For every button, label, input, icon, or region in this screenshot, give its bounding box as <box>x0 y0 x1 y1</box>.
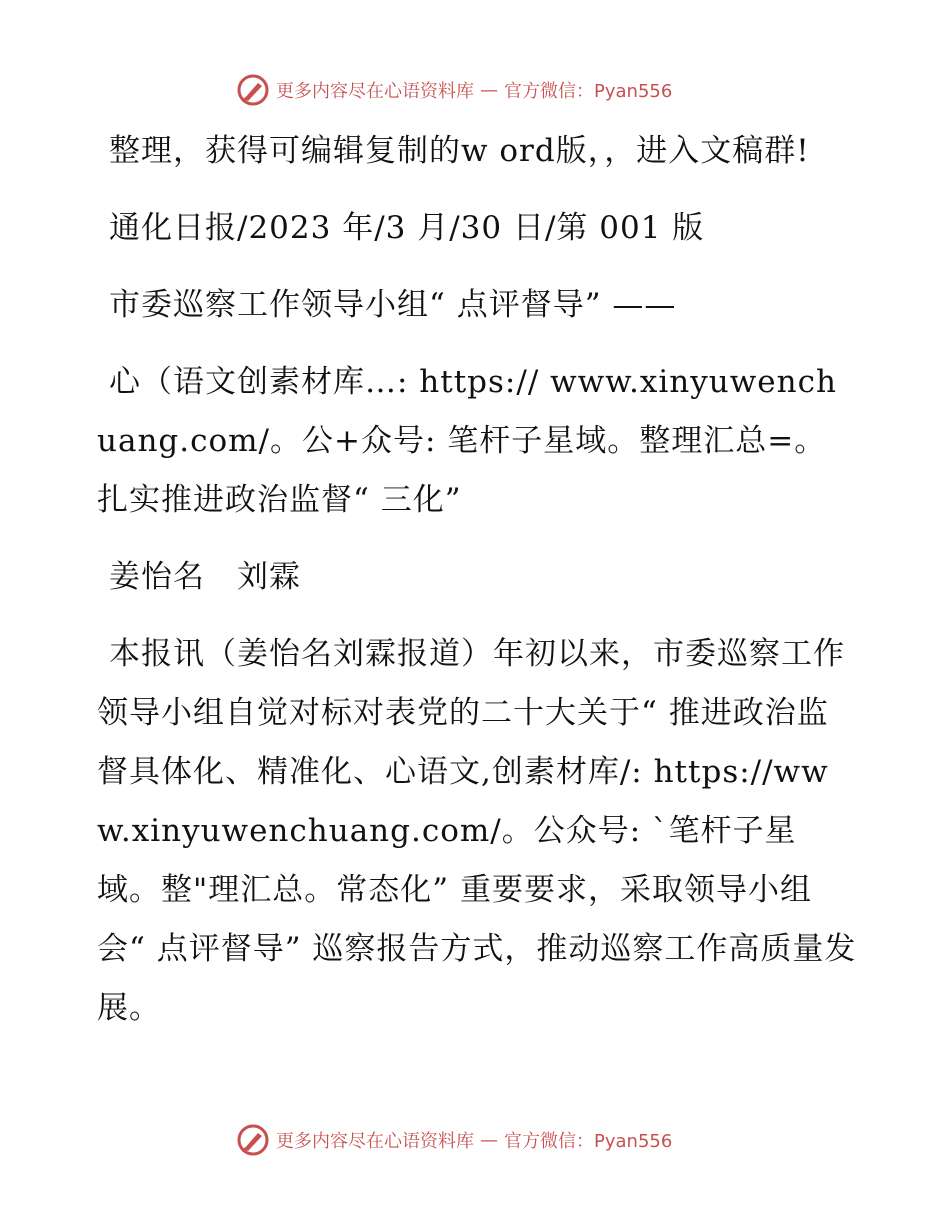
banner-text: 更多内容尽在心语资料库 <box>276 81 474 102</box>
paragraph-authors: 姜怡名 刘霖 <box>109 559 301 595</box>
paragraph-intro: 整理，获得可编辑复制的w ord版，，进入文稿群! <box>109 133 810 169</box>
document-body <box>97 122 857 1056</box>
paragraph-source: 通化日报/2023 年/3 月/30 日/第 001 版 <box>109 210 705 246</box>
banner-separator: — <box>480 1129 498 1151</box>
banner-wechat: 官方微信：Pyan556 <box>504 81 673 102</box>
banner-wechat: 官方微信：Pyan556 <box>504 1131 673 1152</box>
footer-banner <box>236 1122 672 1158</box>
paragraph-headline: 市委巡察工作领导小组“ 点评督导” —— <box>109 287 677 323</box>
pen-logo-icon <box>236 73 270 107</box>
paragraph-subheadline: 心（语文创素材库…: https:// www.xinyuwenchuang.com/。公+众号: 笔杆子星域。整理汇总=。扎实推进政治监督“ 三化” <box>97 364 837 518</box>
pen-logo-icon <box>236 1123 270 1157</box>
paragraph-body: 本报讯（姜怡名刘霖报道）年初以来，市委巡察工作领导小组自觉对标对表党的二十大关于“ 推进政治监督具体化、精准化、心语文,创素材库/: https://www.xinyuwenchuang.com/。公众号: `笔杆子星域。整"理汇总。常态化” 重要要求，采取领导小组会“ 点评督导” 巡察报告方式，推动巡察工作高质量发展。 <box>97 636 857 1026</box>
banner-separator: — <box>480 79 498 101</box>
banner-text: 更多内容尽在心语资料库 <box>276 1131 474 1152</box>
header-banner <box>236 72 672 108</box>
